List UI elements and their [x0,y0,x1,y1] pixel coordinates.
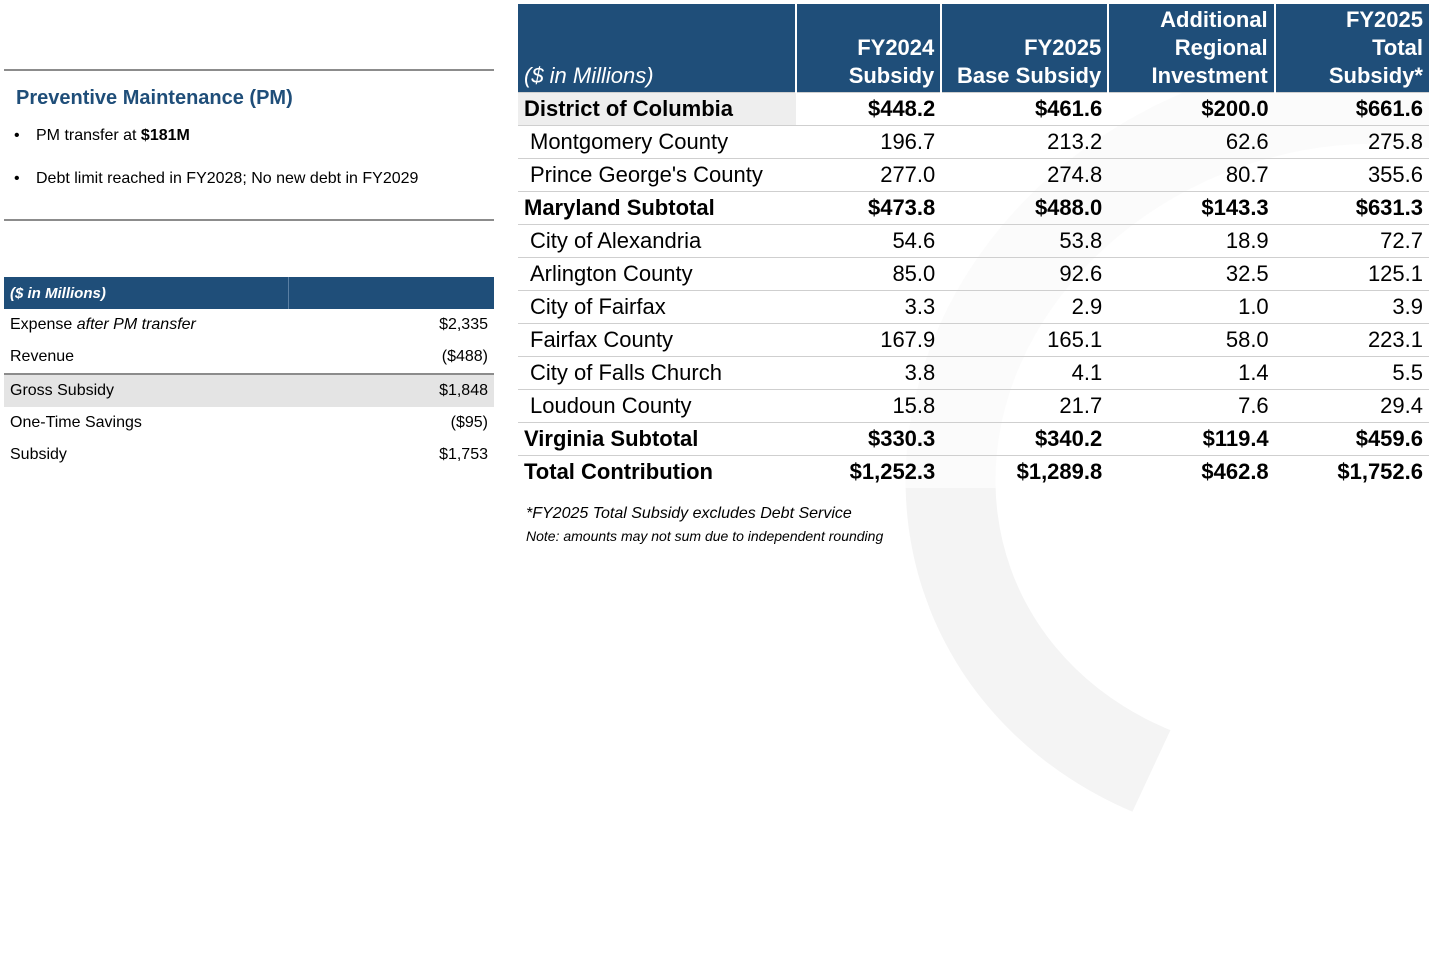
main-header-row [518,4,1429,93]
cell-fy2024: 54.6 [796,225,941,258]
pm-bullet-debt-text: Debt limit reached in FY2028; No new debt in FY2029 [36,170,419,187]
row-label: City of Falls Church [518,357,796,390]
summary-value: $1,848 [289,374,495,407]
cell-fy2025-base: 2.9 [941,291,1108,324]
cell-total: 355.6 [1275,159,1429,192]
pm-transfer-amount: $181M [140,127,190,144]
cell-fy2025-base: 21.7 [941,390,1108,423]
cell-fy2024: 3.3 [796,291,941,324]
cell-additional: 7.6 [1108,390,1274,423]
cell-fy2024: $448.2 [796,93,941,126]
cell-fy2024: $1,252.3 [796,456,941,489]
cell-additional: 18.9 [1108,225,1274,258]
summary-label-text: Expense [10,316,77,333]
header-fy2025-base-subsidy: FY2025 Base Subsidy [941,4,1108,93]
summary-value: $1,753 [439,446,488,463]
cell-additional: 1.0 [1108,291,1274,324]
cell-fy2025-base: 4.1 [941,357,1108,390]
header-additional-regional-investment: Additional Regional Investment [1108,4,1274,93]
summary-value: ($488) [441,348,488,365]
pm-bullet-transfer-text: PM transfer at [36,127,141,144]
row-label: Total Contribution [518,456,796,489]
cell-additional: $462.8 [1108,456,1274,489]
summary-label: One-Time Savings [10,414,142,431]
cell-fy2025-base: 92.6 [941,258,1108,291]
cell-fy2024: 277.0 [796,159,941,192]
summary-label: Subsidy [10,446,67,463]
summary-header-blank [289,277,495,309]
cell-additional: 58.0 [1108,324,1274,357]
table-row [518,159,1429,192]
cell-fy2024: $330.3 [796,423,941,456]
jurisdiction-subsidy-table [518,4,1429,488]
cell-total: 223.1 [1275,324,1429,357]
table-row [518,357,1429,390]
summary-header-label: ($ in Millions) [4,277,289,309]
cell-additional: 1.4 [1108,357,1274,390]
table-row [518,390,1429,423]
pm-title: Preventive Maintenance (PM) [16,87,293,109]
cell-total: 3.9 [1275,291,1429,324]
cell-additional: $200.0 [1108,93,1274,126]
summary-value: $2,335 [439,316,488,333]
cell-additional: 62.6 [1108,126,1274,159]
row-label: City of Fairfax [518,291,796,324]
main-header-units: ($ in Millions) [518,4,796,93]
row-label: Fairfax County [518,324,796,357]
row-label: Prince George's County [518,159,796,192]
cell-fy2024: 15.8 [796,390,941,423]
cell-total: $459.6 [1275,423,1429,456]
cell-total: $661.6 [1275,93,1429,126]
table-row [518,291,1429,324]
summary-header-row [4,277,494,309]
cell-fy2024: 196.7 [796,126,941,159]
cell-fy2025-base: 274.8 [941,159,1108,192]
cell-fy2025-base: 53.8 [941,225,1108,258]
table-row [518,192,1429,225]
table-row [518,225,1429,258]
summary-label: Revenue [10,348,75,365]
cell-total: $631.3 [1275,192,1429,225]
row-label: Maryland Subtotal [518,192,796,225]
footnote-debt-service: *FY2025 Total Subsidy excludes Debt Service [526,505,852,522]
cell-total: $1,752.6 [1275,456,1429,489]
footnote-rounding: Note: amounts may not sum due to independent rounding [526,528,884,544]
row-label: City of Alexandria [518,225,796,258]
cell-fy2025-base: $340.2 [941,423,1108,456]
row-label: Montgomery County [518,126,796,159]
cell-fy2025-base: $461.6 [941,93,1108,126]
table-row [518,126,1429,159]
header-fy2024-subsidy: FY2024 Subsidy [796,4,941,93]
cell-fy2025-base: $1,289.8 [941,456,1108,489]
bullet-icon: • [14,127,20,144]
table-row [518,456,1429,489]
row-label: District of Columbia [518,93,796,126]
row-label: Loudoun County [518,390,796,423]
row-label: Arlington County [518,258,796,291]
cell-additional: 32.5 [1108,258,1274,291]
summary-row-revenue [4,341,494,374]
cell-total: 29.4 [1275,390,1429,423]
cell-additional: 80.7 [1108,159,1274,192]
summary-label-italic: after PM transfer [76,316,196,333]
table-row [518,423,1429,456]
pm-info-box [4,69,494,221]
cell-total: 72.7 [1275,225,1429,258]
cell-total: 5.5 [1275,357,1429,390]
cell-fy2025-base: 165.1 [941,324,1108,357]
cell-fy2025-base: 213.2 [941,126,1108,159]
cell-additional: $143.3 [1108,192,1274,225]
cell-fy2025-base: $488.0 [941,192,1108,225]
summary-row-gross-subsidy [4,374,494,407]
cell-total: 125.1 [1275,258,1429,291]
summary-row-one-time-savings [4,407,494,439]
pm-bullet-debt [14,170,418,188]
table-row [518,258,1429,291]
table-row [518,324,1429,357]
summary-row-expense [4,309,494,341]
cell-fy2024: 167.9 [796,324,941,357]
summary-row-subsidy [4,439,494,471]
subsidy-summary-table [4,277,494,471]
summary-value: ($95) [450,414,488,431]
pm-bullet-transfer [14,127,190,145]
cell-fy2024: 85.0 [796,258,941,291]
table-row [518,93,1429,126]
row-label: Virginia Subtotal [518,423,796,456]
cell-fy2024: 3.8 [796,357,941,390]
cell-total: 275.8 [1275,126,1429,159]
bullet-icon: • [14,170,20,187]
summary-label [4,309,289,341]
summary-label: Gross Subsidy [4,374,289,407]
header-fy2025-total-subsidy: FY2025 Total Subsidy* [1275,4,1429,93]
cell-fy2024: $473.8 [796,192,941,225]
cell-additional: $119.4 [1108,423,1274,456]
